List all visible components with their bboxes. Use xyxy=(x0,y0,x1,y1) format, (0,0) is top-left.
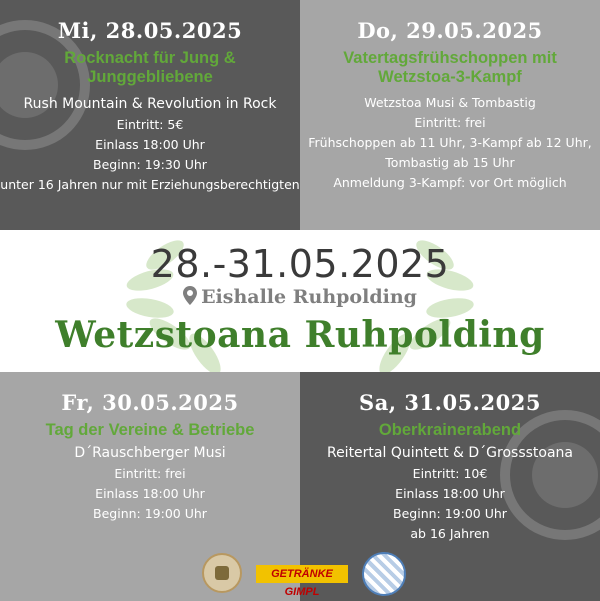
map-pin-icon xyxy=(183,286,197,310)
event-doors: Einlass 18:00 Uhr xyxy=(395,486,505,501)
event-band: Rush Mountain & Revolution in Rock xyxy=(23,96,277,112)
event-banner xyxy=(0,230,600,372)
event-band: Reitertal Quintett & D´Grossstoana xyxy=(326,445,574,461)
event-start: Beginn: 19:30 Uhr xyxy=(93,157,207,172)
sponsor-crest-logo xyxy=(202,553,242,593)
event-age-limit: ab 16 Jahren xyxy=(410,526,490,541)
event-note: Anmeldung 3-Kampf: vor Ort möglich xyxy=(333,175,567,190)
event-location xyxy=(0,286,600,310)
event-doors: Einlass 18:00 Uhr xyxy=(95,137,205,152)
event-title: Vatertagsfrühschoppen mit Wetzstoa-3-Kampf xyxy=(343,49,557,86)
event-date: Mi, 28.05.2025 xyxy=(57,18,243,43)
organizer-name: Wetzstoana Ruhpolding xyxy=(55,314,545,356)
event-band: D´Rauschberger Musi xyxy=(74,445,226,461)
event-band: Wetzstoa Musi & Tombastig xyxy=(364,95,536,110)
event-entry: Eintritt: 5€ xyxy=(116,117,184,132)
event-start: Beginn: 19:00 Uhr xyxy=(93,506,207,521)
event-wednesday xyxy=(0,0,300,230)
event-date: Do, 29.05.2025 xyxy=(357,18,543,43)
event-title: Rocknacht für Jung & Junggebliebene xyxy=(64,49,236,86)
event-entry: Eintritt: frei xyxy=(414,115,486,130)
event-doors: Einlass 18:00 Uhr xyxy=(95,486,205,501)
event-entry: Eintritt: 10€ xyxy=(412,466,488,481)
sponsor-logos xyxy=(190,548,420,598)
event-entry: Eintritt: frei xyxy=(114,466,186,481)
event-date: Sa, 31.05.2025 xyxy=(359,390,541,415)
event-schedule-cont: Tombastig ab 15 Uhr xyxy=(385,155,515,170)
event-location-label: Eishalle Ruhpolding xyxy=(201,286,417,308)
event-note: unter 16 Jahren nur mit Erziehungsberechtigten xyxy=(0,177,300,192)
event-start: Beginn: 19:00 Uhr xyxy=(393,506,507,521)
event-thursday xyxy=(300,0,600,230)
event-schedule: Frühschoppen ab 11 Uhr, 3-Kampf ab 12 Uhr, xyxy=(308,135,592,150)
event-date: Fr, 30.05.2025 xyxy=(61,390,239,415)
sponsor-bavarian-logo xyxy=(362,552,406,596)
event-title: Oberkrainerabend xyxy=(378,421,522,439)
sponsor-beverage-logo: GETRÄNKE GIMPL xyxy=(256,565,348,583)
event-title: Tag der Vereine & Betriebe xyxy=(45,421,255,439)
event-date-range: 28.-31.05.2025 xyxy=(150,242,450,286)
